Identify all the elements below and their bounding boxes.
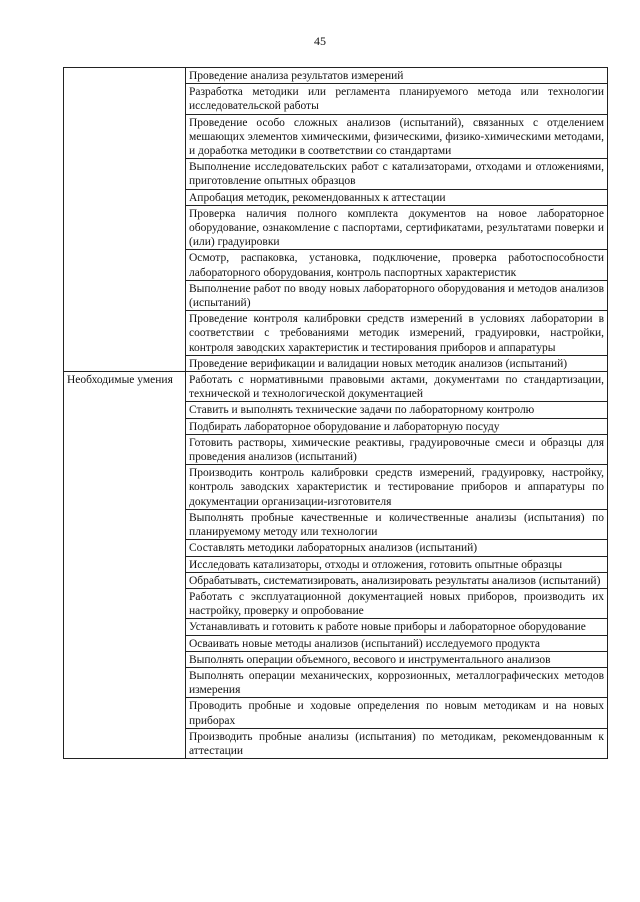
table-row	[64, 372, 608, 402]
table-cell-item: Проведение особо сложных анализов (испытаний), связанных с отделением мешающих элементов химическими, физическими, физико-химическими методами, и доработка методики в соответствии со стандартами	[186, 114, 608, 159]
page-number: 45	[314, 34, 326, 48]
table-cell-item: Проводить пробные и ходовые определения по новым методикам и на новых приборах	[186, 698, 608, 728]
table-cell-item: Проведение контроля калибровки средств измерений в условиях лаборатории в соответствии с требованиями методик измерений, градуировки, настройки, контроля заводских характеристик и тестирования приборов и аппаратуры	[186, 311, 608, 356]
table-cell-item: Выполнение работ по вводу новых лабораторного оборудования и методов анализов (испытаний)	[186, 280, 608, 310]
table-cell-item: Проведение верификации и валидации новых методик анализов (испытаний)	[186, 355, 608, 371]
table-cell-item: Осмотр, распаковка, установка, подключение, проверка работоспособности лабораторного оборудования, контроль паспортных характеристик	[186, 250, 608, 280]
table-cell-item: Подбирать лабораторное оборудование и лабораторную посуду	[186, 418, 608, 434]
table-cell-item: Выполнять пробные качественные и количественные анализы (испытания) по планируемому методу или технологии	[186, 509, 608, 539]
table-row	[64, 68, 608, 84]
table-cell-item: Работать с нормативными правовыми актами, документами по стандартизации, технической и технологической документацией	[186, 372, 608, 402]
table-cell-item: Производить пробные анализы (испытания) по методикам, рекомендованным к аттестации	[186, 728, 608, 758]
competency-table	[63, 67, 608, 759]
table-cell-item: Проведение анализа результатов измерений	[186, 68, 608, 84]
section-label: Необходимые умения	[64, 372, 186, 759]
table-cell-item: Выполнение исследовательских работ с катализаторами, отходами и отложениями, приготовление опытных образцов	[186, 159, 608, 189]
table-cell-item: Производить контроль калибровки средств измерений, градуировку, настройку, контроль заводских характеристик и тестирование приборов и аппаратуры по документации организации-изготовителя	[186, 465, 608, 510]
table-cell-item: Готовить растворы, химические реактивы, градуировочные смеси и образцы для проведения анализов (испытаний)	[186, 434, 608, 464]
table-cell-item: Работать с эксплуатационной документацией новых приборов, производить их настройку, проверку и опробование	[186, 588, 608, 618]
table-cell-item: Устанавливать и готовить к работе новые приборы и лабораторное оборудование	[186, 619, 608, 635]
table-cell-item: Осваивать новые методы анализов (испытаний) исследуемого продукта	[186, 635, 608, 651]
table-cell-item: Апробация методик, рекомендованных к аттестации	[186, 189, 608, 205]
table-cell-item: Исследовать катализаторы, отходы и отложения, готовить опытные образцы	[186, 556, 608, 572]
section-label-empty	[64, 68, 186, 372]
table-cell-item: Проверка наличия полного комплекта документов на новое лабораторное оборудование, ознакомление с паспортами, сертификатами, результатами поверки и (или) градуировки	[186, 205, 608, 250]
table-cell-item: Разработка методики или регламента планируемого метода или технологии исследовательской работы	[186, 84, 608, 114]
table-cell-item: Ставить и выполнять технические задачи по лабораторному контролю	[186, 402, 608, 418]
table-cell-item: Обрабатывать, систематизировать, анализировать результаты анализов (испытаний)	[186, 572, 608, 588]
table-cell-item: Составлять методики лабораторных анализов (испытаний)	[186, 540, 608, 556]
table-cell-item: Выполнять операции механических, коррозионных, металлографических методов измерения	[186, 667, 608, 697]
table-cell-item: Выполнять операции объемного, весового и инструментального анализов	[186, 651, 608, 667]
